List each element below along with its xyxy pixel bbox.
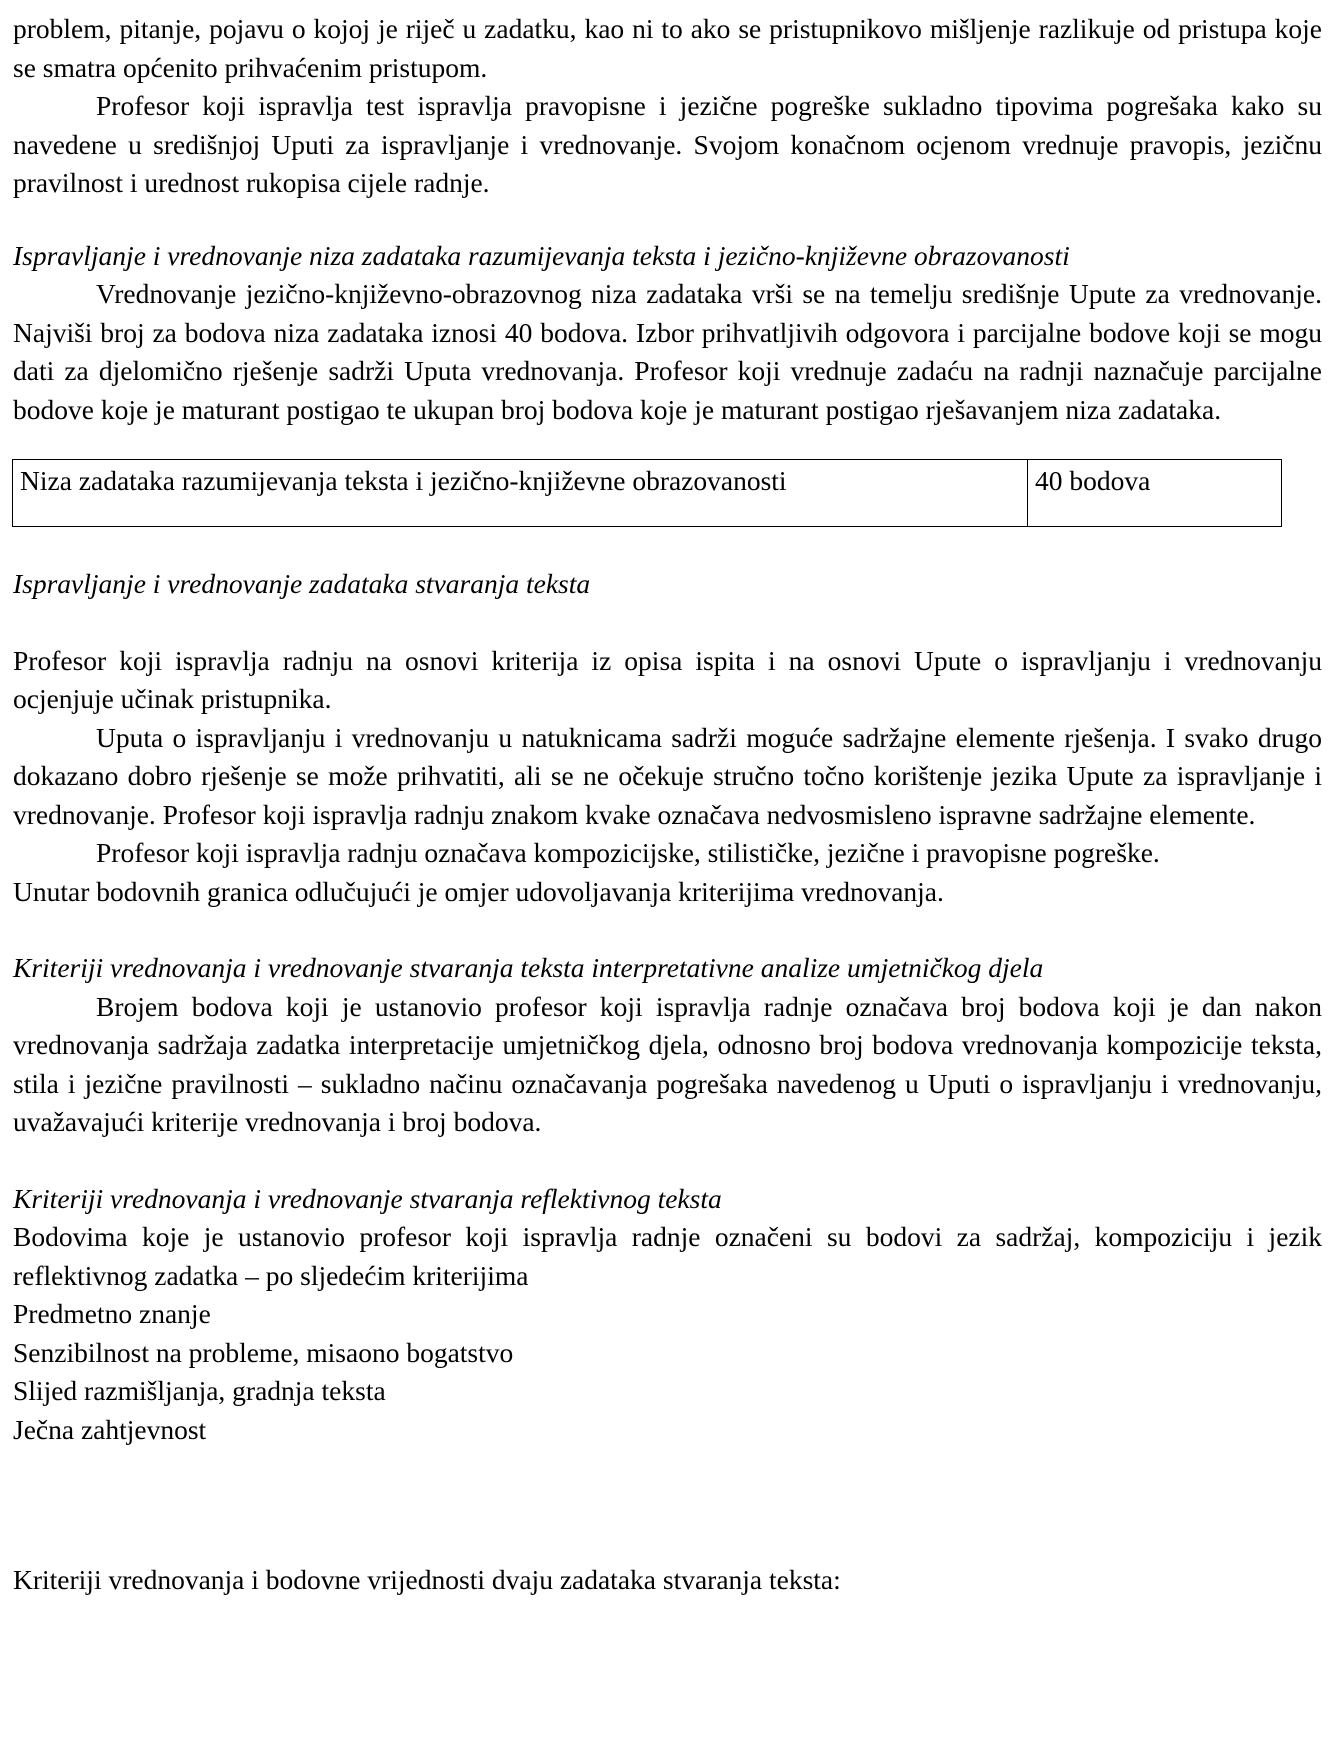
section-heading-reading-comprehension: Ispravljanje i vrednovanje niza zadataka razumijevanja teksta i jezično-književne obrazovanosti	[13, 239, 1070, 271]
spacer	[13, 429, 1322, 459]
score-table	[12, 459, 1282, 527]
section-paragraph-error-marking: Profesor koji ispravlja radnju označava kompozicijske, stilističke, jezične i pravopisne pogreške.	[96, 837, 1160, 868]
criteria-list	[13, 1295, 1322, 1449]
section-paragraph-point-limits: Unutar bodovnih granica odlučujući je omjer udovoljavanja kriterijima vrednovanja.	[13, 875, 944, 907]
criteria-item: Predmetno znanje	[13, 1298, 211, 1329]
section-heading-text-creation: Ispravljanje i vrednovanje zadataka stvaranja teksta	[13, 568, 591, 599]
spacer	[13, 604, 1322, 642]
score-table-label: Niza zadataka razumijevanja teksta i jezično-književne obrazovanosti	[13, 460, 1028, 527]
section-paragraph-reflective-text: Bodovima koje je ustanovio profesor koji ispravlja radnje označeni su bodovi za sadržaj, kompoziciju i jezik reflektivnog zadatka – po sljedećim kriterijima	[13, 1221, 1322, 1291]
intro-paragraph-continuation: problem, pitanje, pojavu o kojoj je riječ u zadatku, kao ni to ako se pristupnikovo mišljenje razlikuje od pristupa koje se smatra općenito prihvaćenim pristupom.	[13, 13, 1322, 83]
closing-line: Kriteriji vrednovanja i bodovne vrijednosti dvaju zadataka stvaranja teksta:	[13, 1564, 841, 1595]
section-heading-reflective-text: Kriteriji vrednovanja i vrednovanje stvaranja reflektivnog teksta	[13, 1182, 722, 1214]
score-table-points: 40 bodova	[1028, 460, 1282, 527]
spacer	[13, 203, 1322, 237]
score-table-row	[13, 460, 1282, 527]
spacer	[13, 1142, 1322, 1180]
intro-paragraph-spelling: Profesor koji ispravlja test ispravlja pravopisne i jezične pogreške sukladno tipovima pogrešaka kako su navedene u središnjoj Uputi za ispravljanje i vrednovanje. Svojom konačnom ocjenom vrednuje pravopis, jezičnu pravilnost i urednost rukopisa cijele radnje.	[13, 90, 1322, 198]
criteria-item: Senzibilnost na probleme, misaono bogatstvo	[13, 1336, 514, 1368]
section-paragraph-guidelines: Uputa o ispravljanju i vrednovanju u natuknicama sadrži moguće sadržajne elemente rješenja. I svako drugo dokazano dobro rješenje se može prihvatiti, ali se ne očekuje stručno točno korištenje jezika Upute za ispravljanje i vrednovanje. Profesor koji ispravlja radnju znakom kvake označava nedvosmisleno ispravne sadržajne elemente.	[13, 721, 1322, 830]
spacer	[13, 1449, 1322, 1561]
spacer	[13, 911, 1322, 949]
section-heading-interpretive-analysis: Kriteriji vrednovanja i vrednovanje stvaranja teksta interpretativne analize umjetničkog djela	[13, 952, 1044, 983]
criteria-item: Slijed razmišljanja, gradnja teksta	[13, 1375, 386, 1406]
section-paragraph-reading-comprehension: Vrednovanje jezično-književno-obrazovnog niza zadataka vrši se na temelju središnje Upute za vrednovanje. Najviši broj za bodova niza zadataka iznosi 40 bodova. Izbor prihvatljivih odgovora i parcijalne bodove koji se mogu dati za djelomično rješenje sadrži Uputa vrednovanja. Profesor koji vrednuje zadaću na radnji naznačuje parcijalne bodove koje je maturant postigao te ukupan broj bodova koje je maturant postigao rješavanjem niza zadataka.	[13, 278, 1322, 425]
criteria-item: Ječna zahtjevnost	[13, 1413, 207, 1445]
section-paragraph-evaluation-basis: Profesor koji ispravlja radnju na osnovi kriterija iz opisa ispita i na osnovi Upute o ispravljanju i vrednovanju ocjenjuje učinak pristupnika.	[13, 644, 1322, 714]
section-paragraph-interpretive-analysis: Brojem bodova koji je ustanovio profesor koji ispravlja radnje označava broj bodova koji je dan nakon vrednovanja sadržaja zadatka interpretacije umjetničkog djela, odnosno broj bodova vrednovanja kompozicije teksta, stila i jezične pravilnosti – sukladno načinu označavanja pogrešaka navedenog u Uputi o ispravljanju i vrednovanju, uvažavajući kriterije vrednovanja i broj bodova.	[13, 990, 1322, 1137]
document-page	[13, 10, 1322, 1600]
spacer	[13, 527, 1322, 565]
